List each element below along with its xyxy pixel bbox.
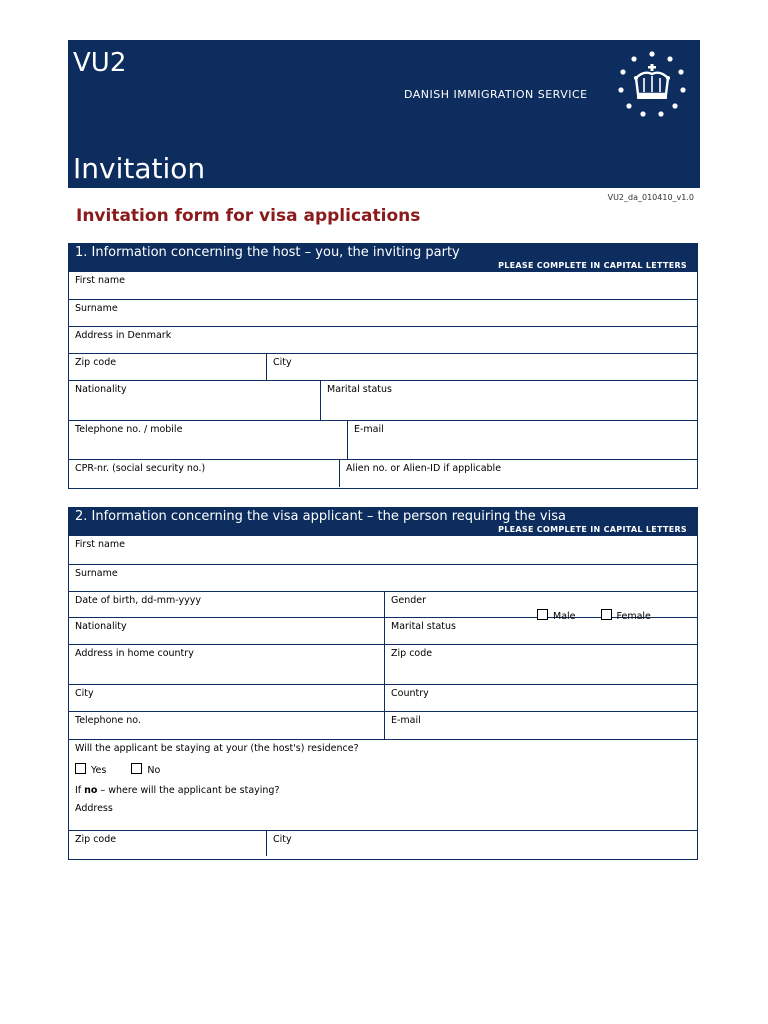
section-title: 2. Information concerning the visa applicant – the person requiring the visa xyxy=(75,509,566,524)
form-row xyxy=(69,536,697,564)
host-marital-status-field[interactable] xyxy=(320,381,697,420)
applicant-dob-field[interactable] xyxy=(69,592,384,617)
male-label: Male xyxy=(553,611,576,622)
host-first-name-field[interactable] xyxy=(69,272,697,299)
applicant-surname-field[interactable] xyxy=(69,565,697,591)
host-alien-id-field[interactable] xyxy=(339,460,697,487)
host-zip-field[interactable] xyxy=(69,354,266,380)
form-row xyxy=(69,684,697,711)
female-label: Female xyxy=(616,611,651,622)
yes-checkbox[interactable] xyxy=(75,763,86,774)
stay-no-option[interactable] xyxy=(131,765,160,776)
document-title: Invitation xyxy=(73,152,206,185)
crown-logo-icon xyxy=(616,48,688,120)
applicant-nationality-field[interactable] xyxy=(69,618,384,644)
field-label: Marital status xyxy=(327,384,392,395)
form-row xyxy=(69,299,697,326)
field-label: Zip code xyxy=(75,357,117,368)
host-section xyxy=(68,243,698,489)
field-label: City xyxy=(273,834,292,845)
form-row xyxy=(69,591,697,622)
applicant-marital-status-field[interactable] xyxy=(384,618,697,644)
form-row xyxy=(69,564,697,591)
stay-options xyxy=(75,763,691,776)
residence-question-field xyxy=(69,740,697,802)
host-email-field[interactable] xyxy=(347,421,697,459)
field-label: Surname xyxy=(75,303,118,314)
host-telephone-field[interactable] xyxy=(69,421,347,459)
no-checkbox[interactable] xyxy=(131,763,142,774)
field-label: CPR-nr. (social security no.) xyxy=(75,463,206,474)
alt-zip-field[interactable] xyxy=(69,831,266,856)
version-code: VU2_da_010410_v1.0 xyxy=(607,193,694,202)
field-label: Gender xyxy=(391,595,427,606)
if-no-question xyxy=(75,785,691,796)
host-cpr-field[interactable] xyxy=(69,460,339,487)
field-label: City xyxy=(75,688,94,699)
applicant-email-field[interactable] xyxy=(384,712,697,739)
applicant-city-field[interactable] xyxy=(69,685,384,711)
section-header xyxy=(69,508,697,536)
agency-name: DANISH IMMIGRATION SERVICE xyxy=(404,88,588,101)
field-label: Address xyxy=(75,803,113,814)
if-prefix: If xyxy=(75,785,85,796)
field-label: Telephone no. xyxy=(75,715,141,726)
host-nationality-field[interactable] xyxy=(69,381,320,420)
applicant-gender-field xyxy=(384,592,697,622)
field-label: First name xyxy=(75,539,125,550)
alt-address-field[interactable] xyxy=(69,802,697,830)
field-label: Address in Denmark xyxy=(75,330,172,341)
field-label: Surname xyxy=(75,568,118,579)
applicant-telephone-field[interactable] xyxy=(69,712,384,739)
form-row xyxy=(69,272,697,299)
form-code: VU2 xyxy=(73,48,127,78)
field-label: First name xyxy=(75,275,125,286)
field-label: Nationality xyxy=(75,384,127,395)
form-row xyxy=(69,802,697,830)
capital-letters-note: PLEASE COMPLETE IN CAPITAL LETTERS xyxy=(498,525,687,534)
form-row xyxy=(69,459,697,487)
field-label: E-mail xyxy=(354,424,384,435)
header-banner xyxy=(68,40,700,188)
field-label: Alien no. or Alien-ID if applicable xyxy=(346,463,502,474)
form-row xyxy=(69,380,697,420)
if-no-emphasis: no xyxy=(84,785,98,796)
host-surname-field[interactable] xyxy=(69,300,697,326)
field-label: Date of birth, dd-mm-yyyy xyxy=(75,595,202,606)
form-row xyxy=(69,739,697,802)
field-label: Address in home country xyxy=(75,648,194,659)
if-suffix: – where will the applicant be staying? xyxy=(97,785,280,796)
no-label: No xyxy=(147,765,161,776)
applicant-country-field[interactable] xyxy=(384,685,697,711)
form-heading: Invitation form for visa applications xyxy=(76,206,421,226)
field-label: Nationality xyxy=(75,621,127,632)
form-row xyxy=(69,353,697,380)
stay-yes-option[interactable] xyxy=(75,765,106,776)
applicant-zip-field[interactable] xyxy=(384,645,697,684)
capital-letters-note: PLEASE COMPLETE IN CAPITAL LETTERS xyxy=(498,261,687,270)
form-row xyxy=(69,644,697,684)
field-label: City xyxy=(273,357,292,368)
applicant-home-address-field[interactable] xyxy=(69,645,384,684)
field-label: E-mail xyxy=(391,715,421,726)
form-row xyxy=(69,617,697,644)
applicant-first-name-field[interactable] xyxy=(69,536,697,564)
form-row xyxy=(69,420,697,459)
host-city-field[interactable] xyxy=(266,354,697,380)
field-label: Telephone no. / mobile xyxy=(75,424,183,435)
field-label: Country xyxy=(391,688,429,699)
section-title: 1. Information concerning the host – you, the inviting party xyxy=(75,245,460,260)
form-row xyxy=(69,830,697,856)
section-header xyxy=(69,244,697,272)
host-address-field[interactable] xyxy=(69,327,697,353)
alt-city-field[interactable] xyxy=(266,831,697,856)
stay-question: Will the applicant be staying at your (the host's) residence? xyxy=(75,743,359,754)
field-label: Zip code xyxy=(391,648,433,659)
applicant-section xyxy=(68,507,698,860)
field-label: Marital status xyxy=(391,621,456,632)
form-row xyxy=(69,711,697,739)
form-row xyxy=(69,326,697,353)
field-label: Zip code xyxy=(75,834,117,845)
yes-label: Yes xyxy=(91,765,107,776)
